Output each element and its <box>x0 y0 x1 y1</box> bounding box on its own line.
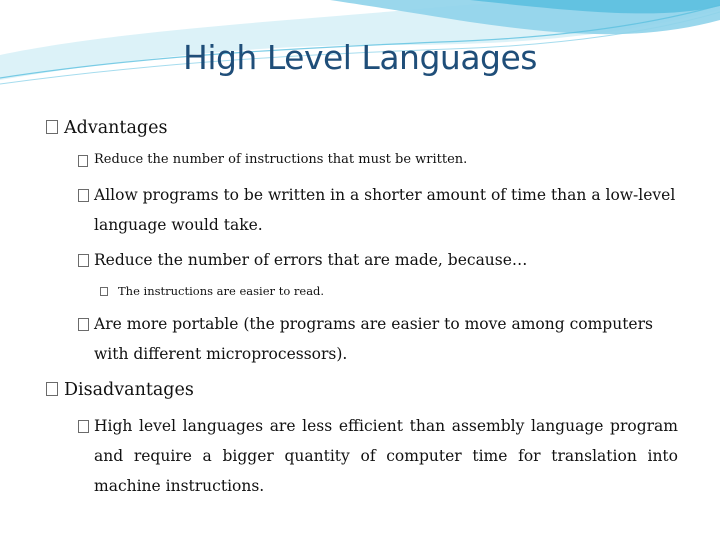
list-item-text: Allow programs to be written in a shorter amount of time than a low-level language would take. <box>94 186 676 234</box>
square-bullet-icon <box>78 155 88 167</box>
section-heading-label: Disadvantages <box>64 380 194 400</box>
list-item <box>78 245 678 275</box>
square-bullet-icon <box>46 382 58 396</box>
list-item <box>78 309 678 369</box>
sub-list-item <box>100 282 324 300</box>
square-bullet-icon <box>78 420 89 433</box>
square-bullet-icon <box>46 120 58 134</box>
list-item-text: Reduce the number of instructions that must be written. <box>94 152 468 167</box>
list-item <box>78 149 678 171</box>
list-item <box>78 180 678 240</box>
list-item-text: Are more portable (the programs are easier to move among computers with different microprocessors). <box>94 315 653 363</box>
section-heading-label: Advantages <box>64 118 168 138</box>
square-bullet-icon <box>78 189 89 202</box>
list-item <box>78 411 678 501</box>
list-item-text: High level languages are less efficient than assembly language program and require a bigger quantity of computer time for translation into machine instructions. <box>94 417 678 495</box>
sub-list-item-text: The instructions are easier to read. <box>118 284 325 298</box>
square-bullet-icon <box>100 287 108 296</box>
section-heading-disadvantages <box>46 378 194 402</box>
slide-title: High Level Languages <box>183 38 537 77</box>
square-bullet-icon <box>78 318 89 331</box>
list-item-text: Reduce the number of errors that are made, because… <box>94 251 528 269</box>
square-bullet-icon <box>78 254 89 267</box>
section-heading-advantages <box>46 116 167 140</box>
